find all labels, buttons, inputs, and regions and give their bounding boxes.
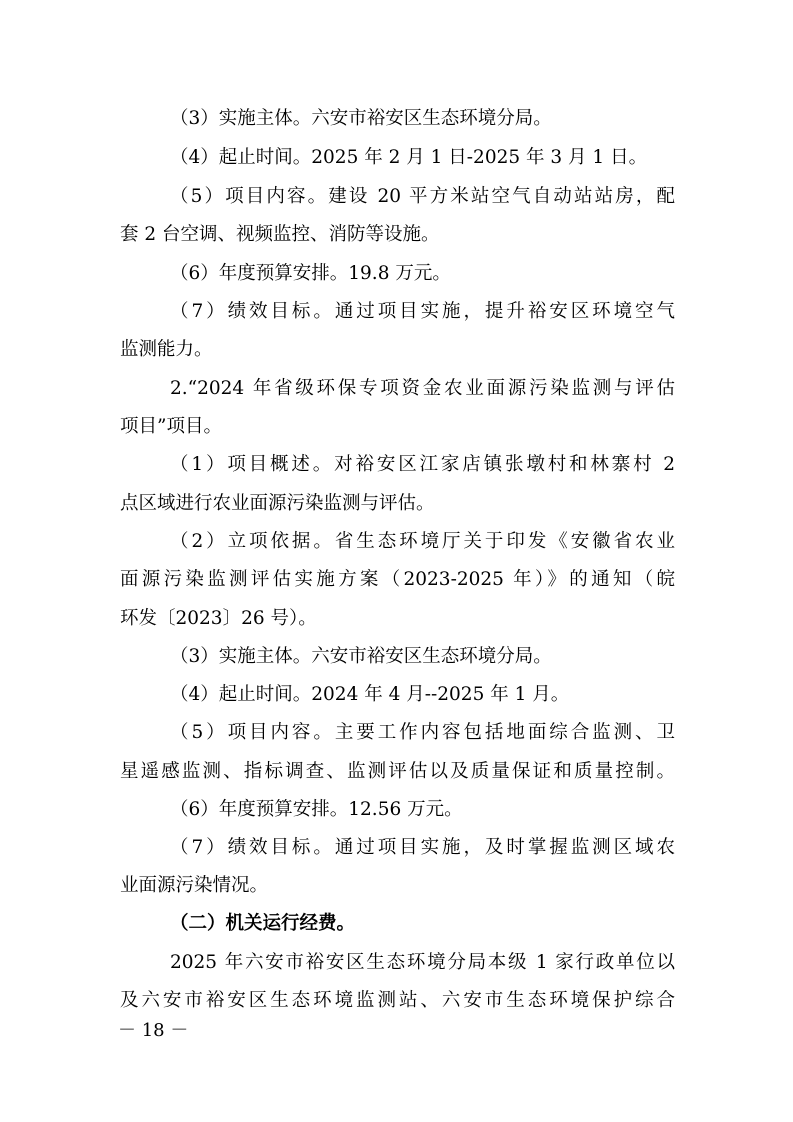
- text-line: （6）年度预算安排。12.56 万元。: [170, 799, 463, 820]
- text-line: （5）项目内容。建设 20 平方米站空气自动站站房，配: [170, 186, 675, 207]
- text-line: （7）绩效目标。通过项目实施，及时掌握监测区域农: [170, 837, 675, 858]
- text-line: （7）绩效目标。通过项目实施，提升裕安区环境空气: [170, 301, 675, 322]
- text-line: （4）起止时间。2025 年 2 月 1 日-2025 年 3 月 1 日。: [170, 147, 648, 168]
- text-line: 业面源污染情况。: [120, 875, 269, 896]
- text-line: （5）项目内容。主要工作内容包括地面综合监测、卫: [170, 722, 675, 743]
- text-line: （2）立项依据。省生态环境厅关于印发《安徽省农业: [170, 531, 675, 552]
- text-line: （1）项目概述。对裕安区江家店镇张墩村和林寨村 2: [170, 454, 675, 475]
- text-line: （3）实施主体。六安市裕安区生态环境分局。: [170, 646, 552, 667]
- page-number: － 18 －: [118, 1020, 189, 1041]
- text-line: 环发〔2023〕26 号）。: [120, 608, 317, 629]
- text-line: 面源污染监测评估实施方案（2023-2025 年）》的通知（皖: [120, 569, 675, 590]
- text-line: 监测能力。: [120, 339, 213, 360]
- section-heading: （二）机关运行经费。: [170, 913, 356, 934]
- text-line: 项目”项目。: [120, 416, 222, 437]
- text-line: 套 2 台空调、视频监控、消防等设施。: [120, 224, 440, 245]
- text-line: 星遥感监测、指标调查、监测评估以及质量保证和质量控制。: [120, 761, 675, 782]
- text-line: 及六安市裕安区生态环境监测站、六安市生态环境保护综合: [120, 990, 675, 1011]
- text-line: （3）实施主体。六安市裕安区生态环境分局。: [170, 108, 552, 129]
- text-line: 点区域进行农业面源污染监测与评估。: [120, 493, 435, 514]
- text-line: （4）起止时间。2024 年 4 月--2025 年 1 月。: [170, 684, 570, 705]
- text-line: （6）年度预算安排。19.8 万元。: [170, 263, 451, 284]
- text-line: 2025 年六安市裕安区生态环境分局本级 1 家行政单位以: [170, 952, 675, 973]
- text-line: 2.“2024 年省级环保专项资金农业面源污染监测与评估: [170, 378, 675, 399]
